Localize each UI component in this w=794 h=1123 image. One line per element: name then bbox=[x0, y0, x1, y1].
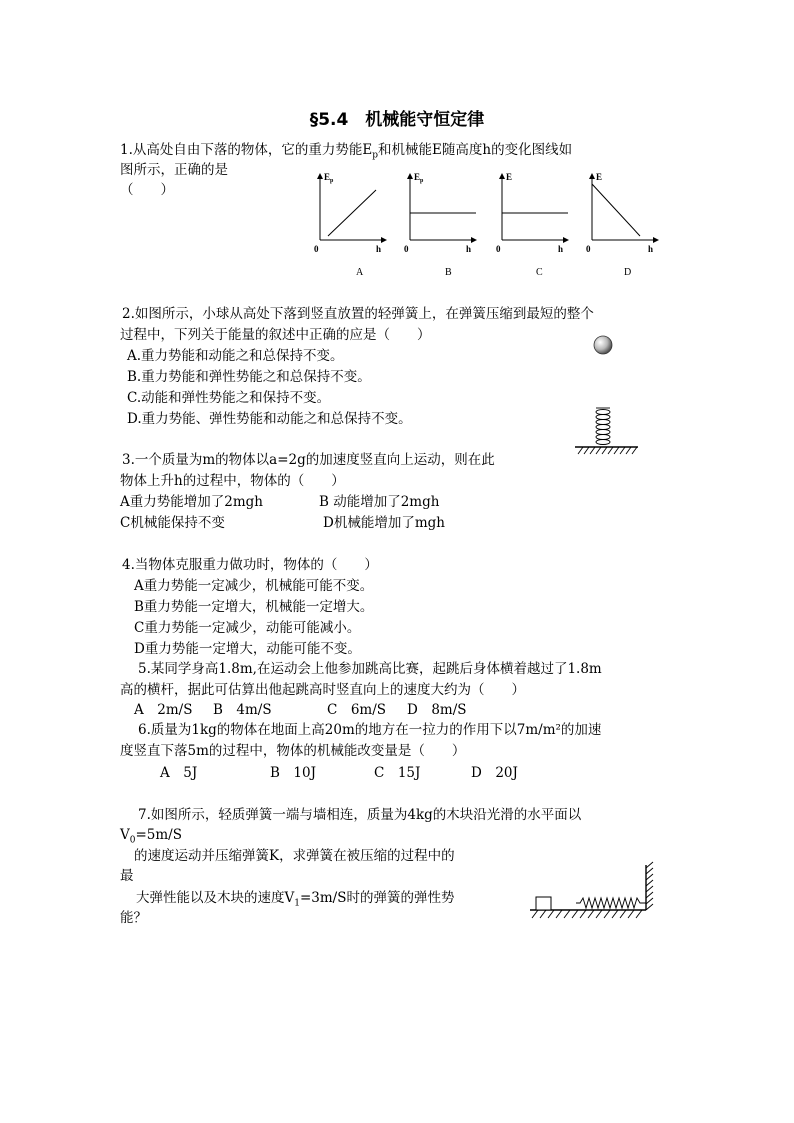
q4-line1: 4.当物体克服重力做功时，物体的（ ） bbox=[122, 557, 378, 573]
q3-option-d: D机械能增加了mgh bbox=[323, 515, 445, 531]
q3-option-b: B 动能增加了2mgh bbox=[319, 494, 440, 510]
q7-line5-text-end: =3m/S时的弹簧的弹性势 bbox=[299, 890, 455, 906]
ground-hatch bbox=[575, 447, 638, 454]
q7-line3: 的速度运动并压缩弹簧K，求弹簧在被压缩的过程中的 bbox=[134, 848, 455, 864]
graph-a-xlabel: h bbox=[376, 244, 382, 254]
q6-option-d: D 20J bbox=[471, 765, 518, 781]
q5-option-a: A 2m/S bbox=[134, 702, 193, 718]
q7-v0-value: =5m/S bbox=[135, 827, 182, 843]
graph-d bbox=[586, 172, 658, 278]
q5-line2: 高的横杆，据此可估算出他起跳高时竖直向上的速度大约为（ ） bbox=[120, 682, 525, 698]
spring-icon bbox=[576, 898, 646, 908]
ball-spring-figure bbox=[572, 332, 672, 462]
q7-v0-symbol: V bbox=[120, 827, 130, 843]
q4-option-c: C重力势能一定减少，动能可能减小。 bbox=[134, 620, 361, 636]
q7-line5 bbox=[136, 888, 454, 914]
q1-subscript: p bbox=[372, 150, 379, 161]
q7-line6: 能？ bbox=[120, 910, 147, 926]
q2-option-b: B.重力势能和弹性势能之和总保持不变。 bbox=[127, 369, 371, 385]
q4-option-b: B重力势能一定增大，机械能一定增大。 bbox=[134, 599, 374, 615]
graph-d-xlabel: h bbox=[648, 244, 654, 254]
graph-a-caption: A bbox=[356, 267, 364, 278]
q5-option-d: D 8m/S bbox=[407, 702, 467, 718]
graph-c-ylabel: E bbox=[506, 172, 513, 182]
q7-v1-subscript: 1 bbox=[294, 898, 300, 909]
q6-option-c: C 15J bbox=[374, 765, 421, 781]
graph-c-origin: 0 bbox=[496, 244, 501, 254]
q1-graphs bbox=[306, 168, 686, 278]
graph-b-caption: B bbox=[445, 267, 452, 278]
q5-line1: 5.某同学身高1.8m,在运动会上他参加跳高比赛，起跳后身体横着越过了1.8m bbox=[138, 661, 602, 677]
graph-a-ylabel: $E_p$ bbox=[324, 172, 334, 184]
block-spring-wall-figure bbox=[528, 860, 668, 930]
q1-line1-text: 1.从高处自由下落的物体，它的重力势能E bbox=[120, 142, 373, 158]
q1-line1-text-end: 和机械能E随高度h的变化图线如 bbox=[378, 142, 573, 158]
q2-line1: 2.如图所示，小球从高处下落到竖直放置的轻弹簧上，在弹簧压缩到最短的整个 bbox=[122, 306, 594, 322]
q6-option-a: A 5J bbox=[160, 765, 198, 781]
graph-c-caption: C bbox=[536, 267, 543, 278]
q2-option-c: C.动能和弹性势能之和保持不变。 bbox=[127, 390, 331, 406]
graph-b-origin: 0 bbox=[404, 244, 409, 254]
q3-option-a: A重力势能增加了2mgh bbox=[120, 494, 263, 510]
graph-c bbox=[496, 172, 568, 278]
q6-line2: 度竖直下落5m的过程中，物体的机械能改变量是（ ） bbox=[120, 743, 466, 759]
q7-line4: 最 bbox=[120, 868, 134, 884]
q5-option-b: B 4m/S bbox=[213, 702, 272, 718]
q2-option-a: A.重力势能和动能之和总保持不变。 bbox=[127, 348, 344, 364]
q3-option-c: C机械能保持不变 bbox=[120, 515, 225, 531]
q7-line5-text: 大弹性能以及木块的速度V bbox=[136, 890, 295, 906]
page-title: §5.4 机械能守恒定律 bbox=[309, 110, 485, 130]
q4-option-a: A重力势能一定减少，机械能可能不变。 bbox=[134, 578, 374, 594]
graph-d-origin: 0 bbox=[586, 244, 591, 254]
q3-line1: 3.一个质量为m的物体以a=2g的加速度竖直向上运动，则在此 bbox=[122, 452, 495, 468]
ball-icon bbox=[594, 336, 612, 354]
floor-hatch bbox=[530, 910, 646, 918]
q7-line1: 7.如图所示，轻质弹簧一端与墙相连，质量为4kg的木块沿光滑的水平面以 bbox=[138, 807, 582, 823]
q3-line2: 物体上升h的过程中，物体的（ ） bbox=[120, 473, 345, 489]
q6-line1: 6.质量为1kg的物体在地面上高20m的地方在一拉力的作用下以7m/m²的加速 bbox=[138, 722, 602, 738]
q2-line2: 过程中，下列关于能量的叙述中正确的应是（ ） bbox=[120, 327, 431, 343]
q6-option-b: B 10J bbox=[270, 765, 317, 781]
graph-c-xlabel: h bbox=[558, 244, 564, 254]
graph-b-xlabel: h bbox=[466, 244, 472, 254]
q5-option-c: C 6m/S bbox=[327, 702, 387, 718]
graph-a bbox=[314, 172, 386, 278]
graph-b-ylabel: $E_p$ bbox=[414, 172, 424, 184]
q7-v0-subscript: 0 bbox=[129, 835, 136, 846]
spring-icon bbox=[596, 408, 610, 445]
graph-d-caption: D bbox=[624, 267, 632, 278]
graph-d-ylabel: E bbox=[596, 172, 603, 182]
q4-option-d: D重力势能一定增大，动能可能不变。 bbox=[134, 641, 361, 657]
q1-answer-paren: （ ） bbox=[120, 182, 174, 198]
q2-option-d: D.重力势能、弹性势能和动能之和总保持不变。 bbox=[127, 411, 412, 427]
graph-a-origin: 0 bbox=[314, 244, 319, 254]
wall-hatch bbox=[646, 862, 653, 910]
block-icon bbox=[536, 897, 551, 910]
graph-b bbox=[404, 172, 476, 278]
q1-line2: 图所示，正确的是 bbox=[120, 162, 228, 178]
